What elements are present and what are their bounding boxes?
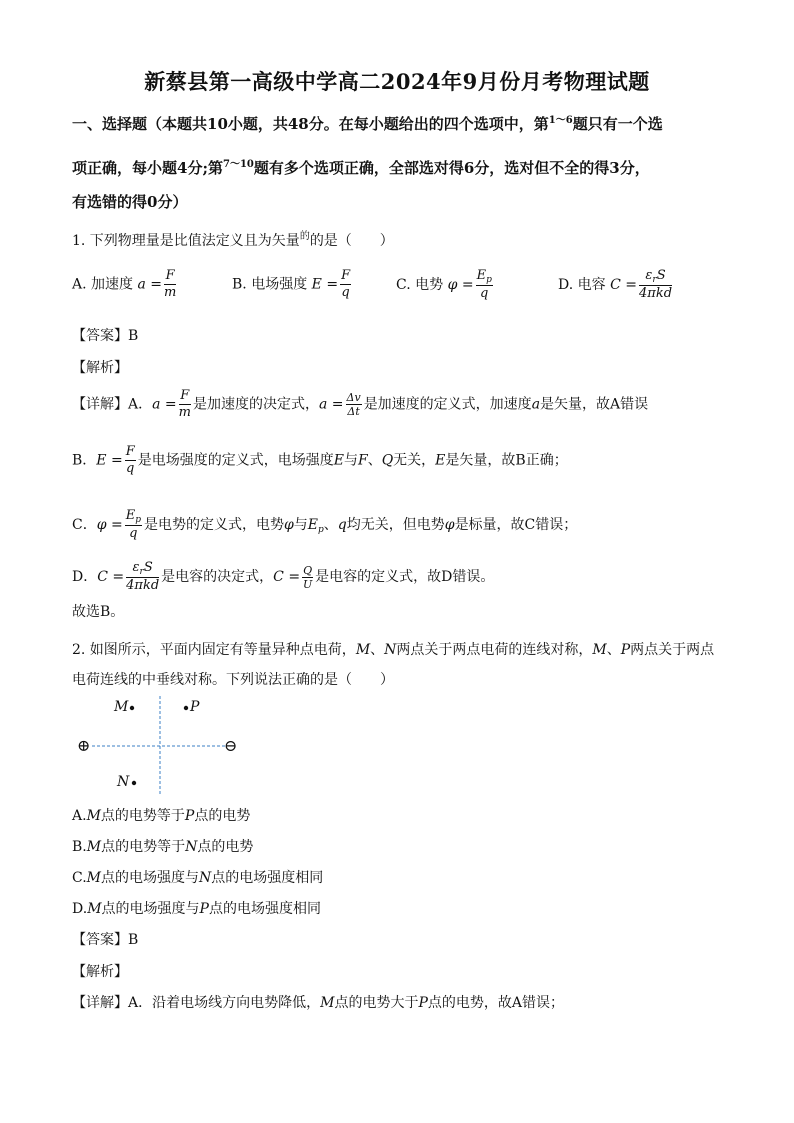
denominator: q — [126, 461, 135, 476]
detail-text: 是电场强度的定义式，电场强度 — [137, 452, 334, 469]
variable: q — [337, 517, 347, 533]
negative-charge-icon: ⊖ — [224, 736, 238, 755]
option-label: D. 电容 — [558, 277, 606, 293]
variable: M — [320, 995, 335, 1011]
section-text: 题只有一个选 — [572, 115, 663, 133]
label-n: N — [117, 774, 130, 790]
formula-lhs: a = — [152, 396, 177, 413]
denominator: m — [164, 285, 177, 300]
detail-text: 无关， — [393, 452, 436, 469]
positive-charge-icon: ⊕ — [77, 736, 91, 755]
section-range: 1～6 — [548, 115, 573, 126]
variable: P — [184, 808, 195, 824]
numerator-tail: S — [143, 560, 153, 575]
fraction — [346, 391, 362, 418]
denominator: q — [129, 526, 138, 541]
detail-text: 是标量，故C错误； — [454, 517, 578, 533]
q1-stem-text: 1. 下列物理量是比值法定义且为矢量 — [72, 233, 300, 249]
denominator: U — [302, 577, 313, 591]
charge-diagram — [72, 696, 252, 796]
q1-option-b — [232, 268, 353, 301]
variable: N — [384, 642, 397, 658]
q1-conclusion: 故选B。 — [72, 604, 125, 620]
q1-analysis: 【解析】 — [72, 360, 128, 376]
formula-lhs: E = — [311, 276, 339, 293]
variable: M — [86, 808, 101, 824]
section-header-line-3: 有选错的得0分） — [72, 193, 188, 211]
detail-text: 点的电势，故A错误； — [427, 995, 564, 1011]
detail-text: 是电势的定义式，电势 — [143, 517, 284, 533]
detail-text: 是电容的决定式， — [161, 569, 274, 585]
label-p: P — [190, 699, 200, 715]
detail-prefix: C． — [72, 517, 97, 533]
q2-analysis: 【解析】 — [72, 964, 128, 980]
fraction — [639, 268, 672, 302]
variable: E — [435, 452, 446, 469]
section-header-line-2 — [72, 158, 650, 181]
numerator-sub: p — [486, 275, 492, 285]
q1-stem-mark: 的 — [299, 231, 310, 242]
q2-option-a — [72, 806, 250, 826]
variable: F — [357, 452, 368, 469]
detail-prefix: D． — [72, 569, 98, 585]
option-text: 点的电势等于 — [100, 808, 185, 824]
formula-lhs: φ = — [447, 277, 474, 293]
variable: φ — [444, 517, 455, 533]
detail-text: 是矢量，故A错误 — [540, 396, 649, 413]
variable-sub: p — [318, 525, 324, 535]
point-n-dot — [132, 781, 136, 785]
variable: φ — [283, 517, 294, 533]
option-label: C. 电势 — [396, 277, 444, 293]
stem-text: 两点关于两点 — [630, 642, 715, 658]
formula-lhs: C = — [610, 277, 637, 293]
option-text: 点的电场强度与 — [101, 870, 200, 886]
formula-lhs: C = — [97, 569, 125, 585]
section-text: 一、选择题（本题共10小题，共48分。在每小题给出的四个选项中，第 — [72, 115, 549, 133]
variable: M — [592, 642, 607, 658]
variable: a — [531, 396, 541, 413]
option-label: B. 电场强度 — [232, 276, 308, 293]
variable: P — [418, 995, 428, 1011]
denominator: m — [178, 405, 191, 420]
denominator: 4πkd — [639, 286, 673, 301]
variable: M — [355, 642, 371, 658]
detail-text: 与 — [293, 517, 308, 533]
fraction — [476, 268, 493, 302]
variable: P — [620, 642, 631, 658]
numerator: F — [125, 444, 135, 459]
detail-prefix: B． — [72, 452, 97, 469]
q2-stem-line-2: 电荷连线的中垂线对称。下列说法正确的是（ ） — [72, 672, 394, 688]
q2-option-d — [72, 899, 321, 919]
denominator: q — [480, 286, 489, 301]
option-label: A. 加速度 — [72, 276, 134, 293]
numerator-main: ε — [132, 560, 140, 575]
detail-prefix: 【详解】A． — [72, 396, 153, 413]
numerator: F — [341, 268, 351, 283]
q1-detail-a — [72, 388, 648, 421]
variable: M — [86, 839, 102, 855]
q1-answer: 【答案】B — [72, 328, 139, 344]
numerator: Q — [303, 563, 313, 577]
formula-lhs: a = — [137, 276, 162, 293]
detail-text: 是加速度的定义式，加速度 — [363, 396, 532, 413]
numerator-sub: r — [139, 567, 144, 577]
q1-detail-c — [72, 508, 577, 542]
fraction — [125, 444, 136, 477]
variable: N — [199, 870, 212, 886]
numerator: Δv — [346, 391, 361, 404]
numerator — [639, 268, 672, 286]
numerator-main: E — [476, 268, 487, 283]
detail-text: 是矢量，故B正确； — [445, 452, 568, 469]
variable: E — [333, 452, 344, 469]
stem-text: 2. 如图所示，平面内固定有等量异种点电荷， — [72, 642, 356, 658]
numerator: F — [165, 268, 175, 283]
numerator: F — [180, 388, 190, 403]
q1-option-c — [396, 268, 495, 302]
numerator — [125, 508, 142, 526]
stem-text: 、 — [606, 642, 621, 658]
formula-lhs: E = — [96, 452, 123, 469]
denominator: 4πkd — [126, 578, 160, 593]
label-m: M — [114, 699, 129, 715]
fraction — [340, 268, 351, 301]
fraction — [164, 268, 176, 301]
option-label: B. — [72, 839, 87, 855]
fraction — [125, 508, 142, 542]
numerator — [476, 268, 493, 286]
fraction — [126, 560, 159, 594]
q2-detail-a — [72, 993, 564, 1013]
q2-option-c — [72, 868, 323, 888]
variable: P — [199, 901, 209, 917]
detail-text: 【详解】A．沿着电场线方向电势降低， — [72, 995, 321, 1011]
section-range: 7～10 — [222, 159, 254, 170]
q1-stem — [72, 231, 394, 253]
stem-text: 、 — [370, 642, 385, 658]
option-text: 点的电势 — [197, 839, 254, 855]
detail-text: 点的电势大于 — [334, 995, 419, 1011]
formula-lhs: φ = — [96, 517, 123, 533]
detail-text: 是加速度的决定式， — [192, 396, 319, 413]
detail-text: 均无关，但电势 — [346, 517, 445, 533]
option-text: 点的电场强度相同 — [208, 901, 321, 917]
formula-lhs: C = — [273, 569, 301, 585]
option-text: 点的电场强度与 — [101, 901, 200, 917]
formula-lhs: a = — [318, 396, 344, 413]
fraction — [302, 564, 313, 591]
option-label: D. — [72, 901, 88, 917]
option-text: 点的电势等于 — [101, 839, 186, 855]
detail-text: 与 — [343, 452, 358, 469]
point-m-dot — [130, 706, 134, 710]
numerator-main: ε — [645, 268, 653, 283]
section-text: 题有多个选项正确，全部选对得6分，选对但不全的得3分， — [253, 159, 650, 177]
variable: N — [185, 839, 198, 855]
detail-text: 、 — [367, 452, 382, 469]
exam-title: 新蔡县第一高级中学高二2024年9月份月考物理试题 — [144, 69, 650, 94]
section-header-line-1 — [72, 114, 663, 137]
option-label: A. — [72, 808, 87, 824]
numerator-tail: S — [656, 268, 666, 283]
numerator-sub: p — [135, 515, 141, 525]
detail-text: 是电容的定义式，故D错误。 — [315, 569, 495, 585]
stem-text: 两点关于两点电荷的连线对称， — [396, 642, 593, 658]
variable: M — [87, 901, 102, 917]
q1-option-d — [558, 268, 674, 302]
q1-option-a — [72, 268, 178, 301]
numerator-sub: r — [652, 275, 657, 285]
option-label: C. — [72, 870, 87, 886]
q1-detail-d — [72, 560, 494, 594]
variable: Q — [381, 452, 394, 469]
q2-option-b — [72, 837, 253, 857]
option-text: 点的电势 — [194, 808, 251, 824]
variable: M — [86, 870, 102, 886]
q2-answer: 【答案】B — [72, 932, 139, 948]
section-text: 项正确，每小题4分;第 — [72, 159, 223, 177]
q1-detail-b — [72, 444, 568, 477]
q2-stem-line-1 — [72, 640, 714, 660]
denominator: q — [341, 285, 350, 300]
option-text: 点的电场强度相同 — [211, 870, 324, 886]
variable: E — [307, 517, 319, 533]
fraction — [179, 388, 191, 421]
detail-text: 、 — [323, 517, 338, 533]
point-p-dot — [184, 706, 188, 710]
numerator-main: E — [125, 508, 136, 523]
numerator — [126, 560, 159, 578]
denominator: Δt — [347, 405, 360, 418]
q1-stem-tail: 的是（ ） — [309, 233, 394, 249]
